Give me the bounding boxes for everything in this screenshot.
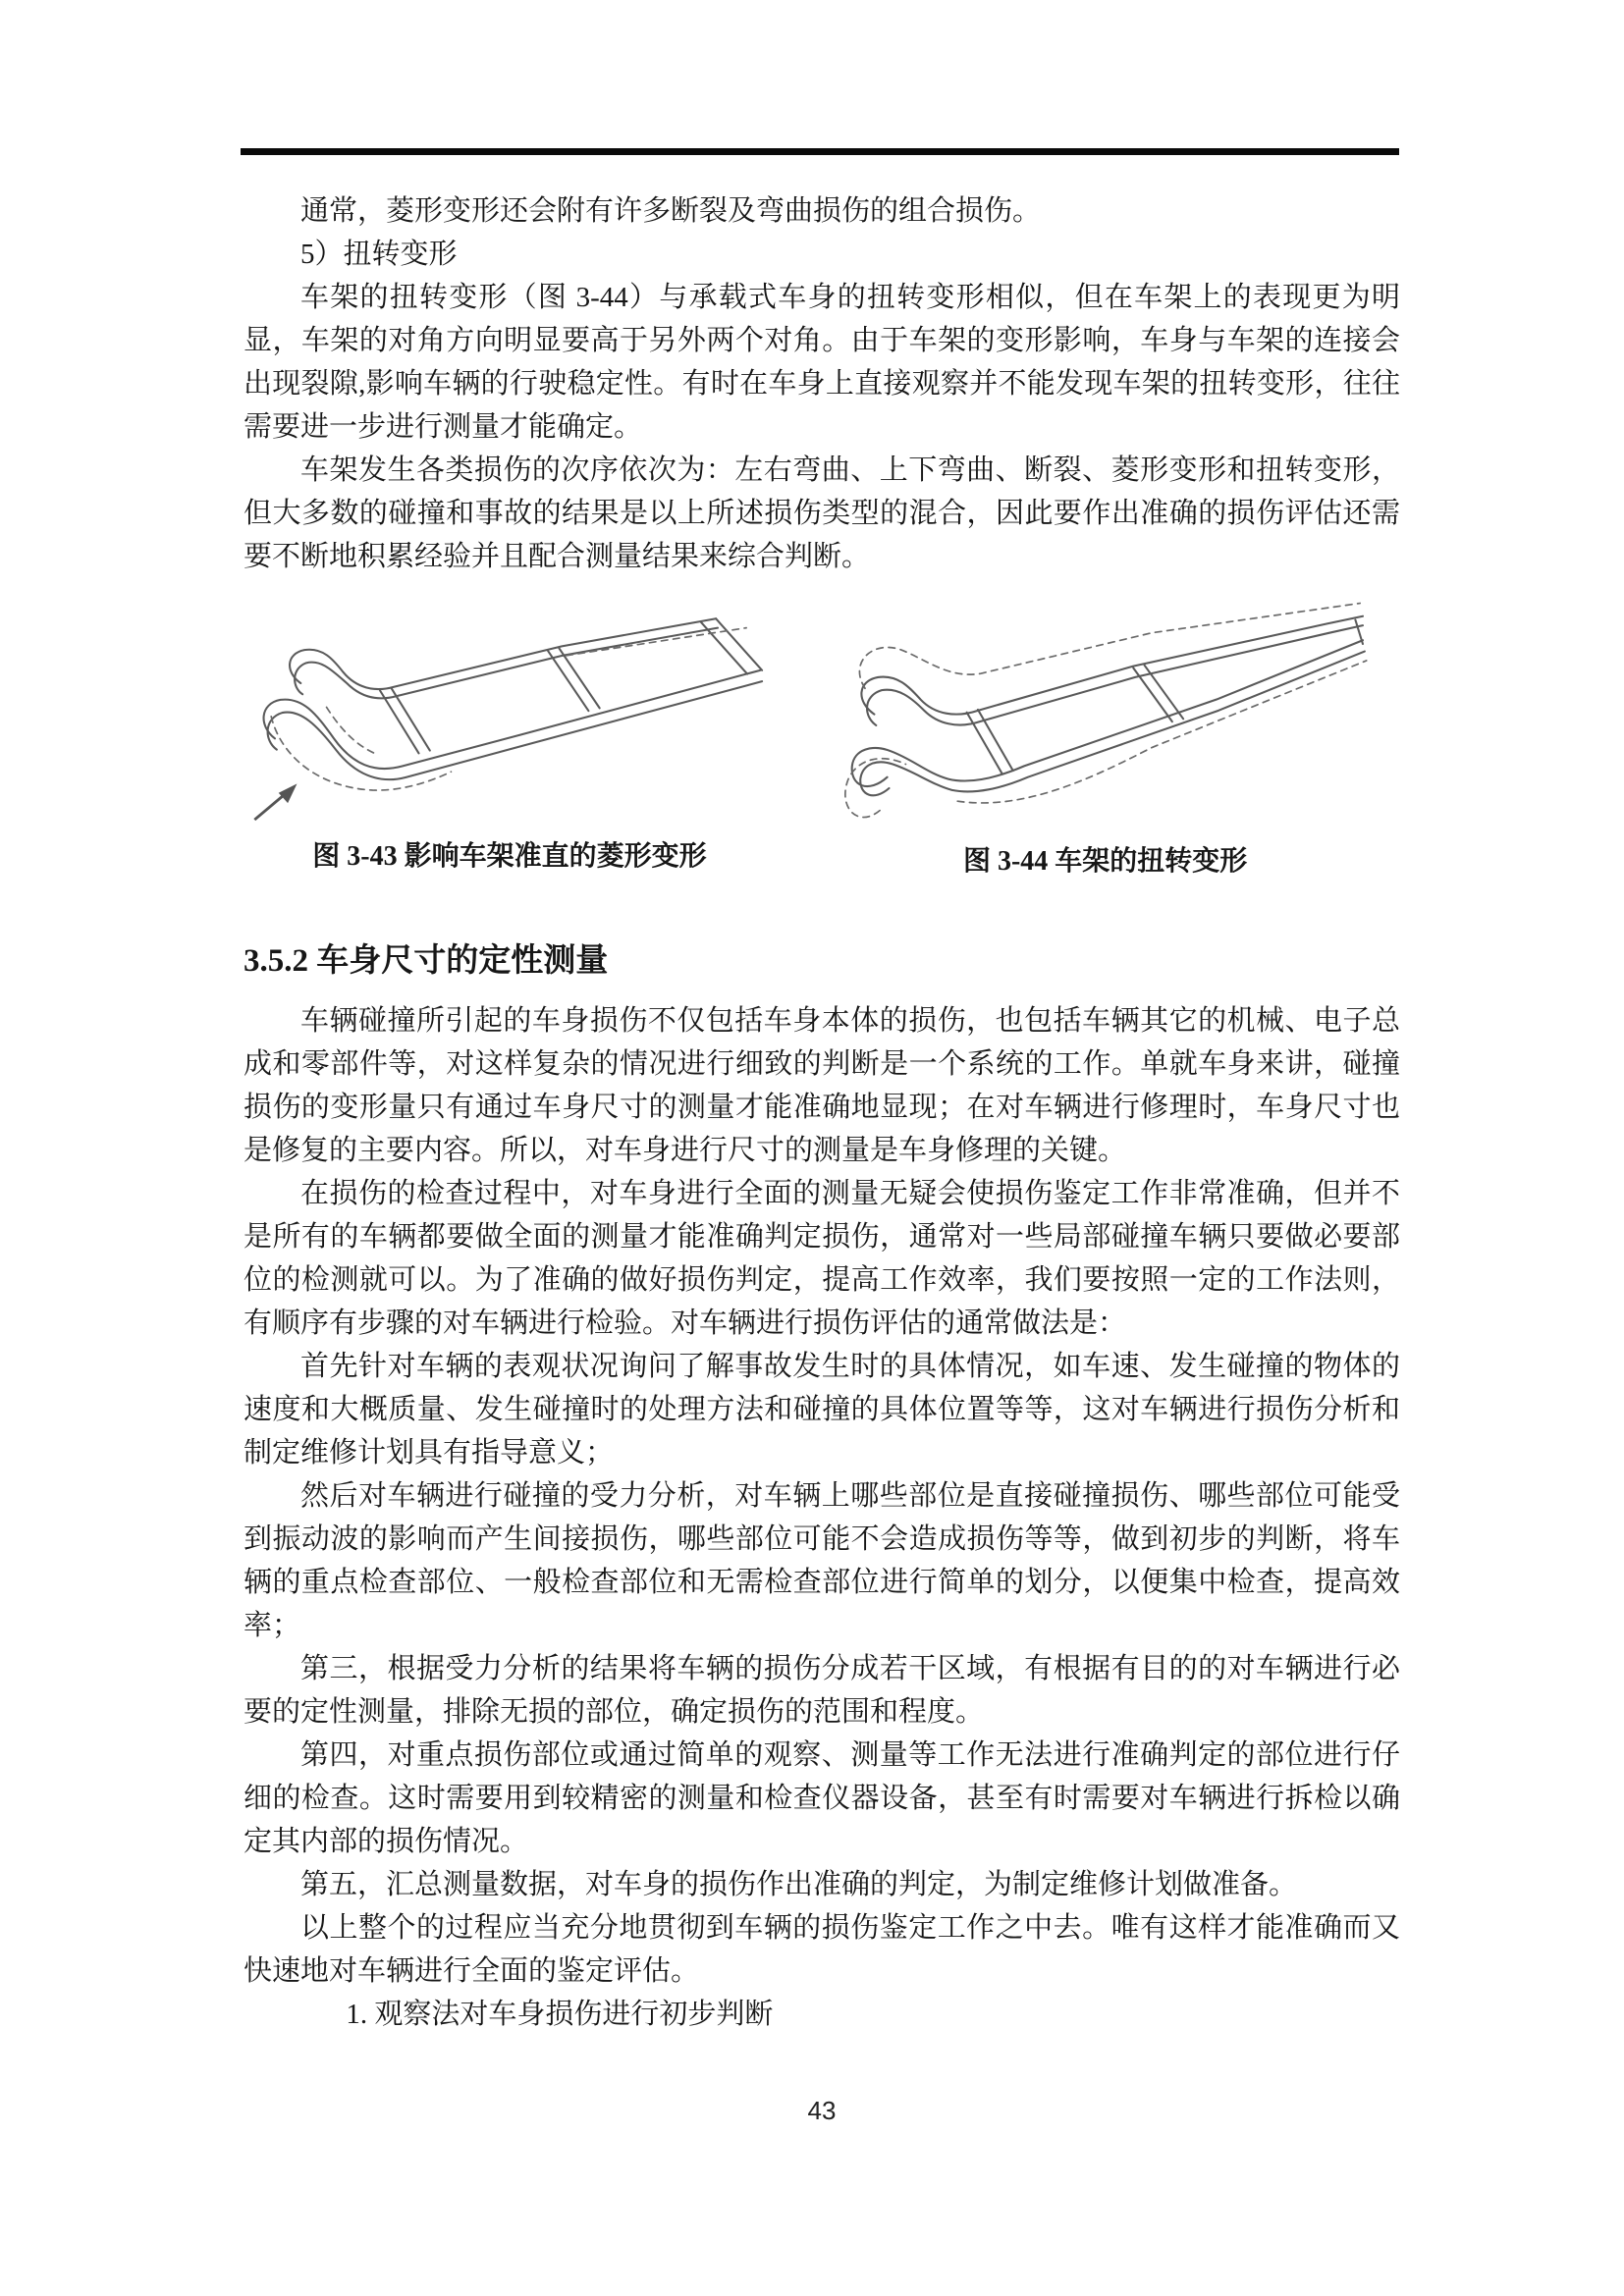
figure-3-43 [244, 596, 776, 877]
page-number: 43 [807, 2096, 837, 2125]
section-paragraph-6: 第四，对重点损伤部位或通过简单的观察、测量等工作无法进行准确判定的部位进行仔细的检查。这时需要用到较精密的测量和检查仪器设备，甚至有时需要对车辆进行拆检以确定其内部的损伤情况。 [244, 1739, 1400, 1857]
section-paragraph-3: 首先针对车辆的表观状况询问了解事故发生时的具体情况，如车速、发生碰撞的物体的速度和大概质量、发生碰撞时的处理方法和碰撞的具体位置等等，这对车辆进行损伤分析和制定维修计划具有指导意义； [244, 1351, 1400, 1468]
subitem-heading-torsion: 5）扭转变形 [300, 239, 458, 270]
section-heading: 3.5.2 车身尺寸的定性测量 [244, 943, 609, 979]
paragraph-damage-order: 车架发生各类损伤的次序依次为：左右弯曲、上下弯曲、断裂、菱形变形和扭转变形，但大多数的碰撞和事故的结果是以上所述损伤类型的混合，因此要作出准确的损伤评估还需要不断地积累经验并且配合测量结果来综合判断。 [244, 454, 1400, 572]
figure-3-43-caption: 图 3-43 影响车架准直的菱形变形 [312, 841, 707, 872]
figure-3-44-caption: 图 3-44 车架的扭转变形 [962, 846, 1248, 877]
figure-3-44 [810, 596, 1400, 881]
section-paragraph-5: 第三，根据受力分析的结果将车辆的损伤分成若干区域，有根据有目的的对车辆进行必要的定性测量，排除无损的部位，确定损伤的范围和程度。 [244, 1653, 1400, 1728]
section-paragraph-4: 然后对车辆进行碰撞的受力分析，对车辆上哪些部位是直接碰撞损伤、哪些部位可能受到振动波的影响而产生间接损伤，哪些部位可能不会造成损伤等等，做到初步的判断，将车辆的重点检查部位、一般检查部位和无需检查部位进行简单的划分，以便集中检查，提高效率； [244, 1480, 1400, 1641]
list-item-observation-method: 1. 观察法对车身损伤进行初步判断 [346, 1999, 774, 2030]
figures-row [244, 596, 1400, 881]
paragraph-torsion-deformation: 车架的扭转变形（图 3-44）与承载式车身的扭转变形相似，但在车架上的表现更为明显，车架的对角方向明显要高于另外两个对角。由于车架的变形影响，车身与车架的连接会出现裂隙,影响车辆的行驶稳定性。有时在车身上直接观察并不能发现车架的扭转变形，往往需要进一步进行测量才能确定。 [244, 282, 1400, 443]
section-paragraph-8: 以上整个的过程应当充分地贯彻到车辆的损伤鉴定工作之中去。唯有这样才能准确而又快速地对车辆进行全面的鉴定评估。 [244, 1912, 1400, 1987]
section-paragraph-7: 第五，汇总测量数据，对车身的损伤作出准确的判定，为制定维修计划做准备。 [300, 1869, 1298, 1900]
frame-torsion-deformation-drawing [821, 596, 1390, 836]
section-paragraph-1: 车辆碰撞所引起的车身损伤不仅包括车身本体的损伤，也包括车辆其它的机械、电子总成和零部件等，对这样复杂的情况进行细致的判断是一个系统的工作。单就车身来讲，碰撞损伤的变形量只有通过车身尺寸的测量才能准确地显现；在对车辆进行修理时，车身尺寸也是修复的主要内容。所以，对车身进行尺寸的测量是车身修理的关键。 [244, 1005, 1400, 1166]
deformation-arrow-icon [254, 783, 297, 820]
paragraph-combined-damage: 通常，菱形变形还会附有许多断裂及弯曲损伤的组合损伤。 [300, 195, 1042, 227]
header-rule [241, 148, 1399, 155]
body-text-column [244, 189, 1400, 2036]
frame-diamond-deformation-drawing [244, 596, 779, 831]
section-paragraph-2: 在损伤的检查过程中，对车身进行全面的测量无疑会使损伤鉴定工作非常准确，但并不是所有的车辆都要做全面的测量才能准确判定损伤，通常对一些局部碰撞车辆只要做必要部位的检测就可以。为了准确的做好损伤判定，提高工作效率，我们要按照一定的工作法则，有顺序有步骤的对车辆进行检验。对车辆进行损伤评估的通常做法是： [244, 1178, 1400, 1339]
